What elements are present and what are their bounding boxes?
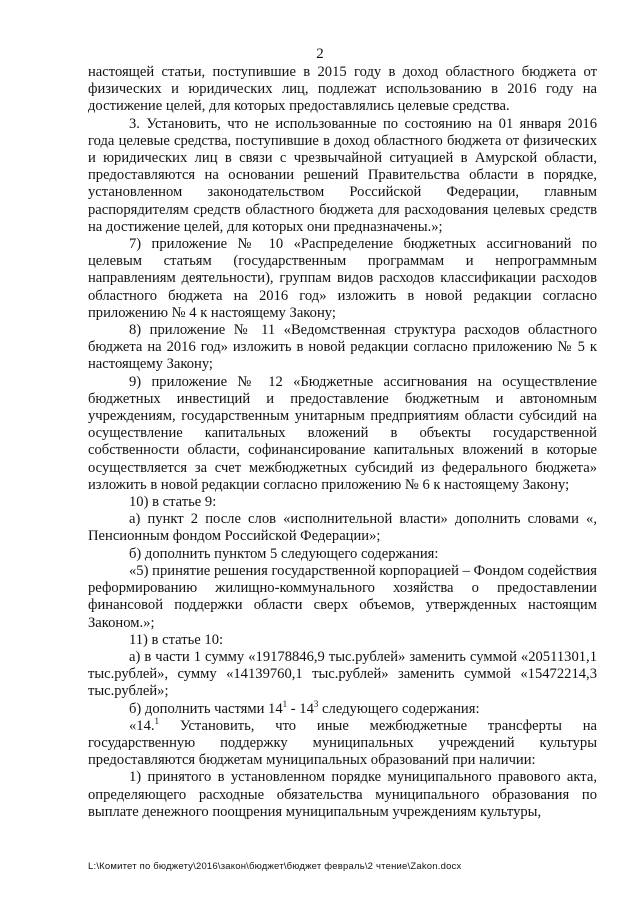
paragraph: 9) приложение № 12 «Бюджетные ассигнования на осуществление бюджетных инвестиций и предоставление бюджетным и автономным учреждениям, государственным унитарным предприятиям области субсидий на осуществление капитальных вложений в объекты государственной собственности области, софинансирование капитальных вложений в которые осуществляется за счет межбюджетных субсидий из федерального бюджета» изложить в новой редакции согласно приложению № 6 к настоящему Закону; (88, 373, 597, 493)
add-parts-suffix: следующего содержания: (318, 700, 480, 717)
part-14-1-open: «14. (129, 717, 155, 734)
page-number: 2 (316, 46, 324, 62)
paragraph: настоящей статьи, поступившие в 2015 году в доход областного бюджета от физических и юридических лиц, подлежат использованию в 2016 году на достижение целей, для которых предоставлялись целевые средства. (88, 64, 597, 115)
paragraph-item-1: 1) принятого в установленном порядке муниципального правового акта, определяющего расходные обязательства муниципального образования по выплате денежного поощрения муниципальным учреждениям культуры, (88, 769, 597, 820)
part-14-1-text: Установить, что иные межбюджетные трансферты на государственную поддержку муниципальных учреждений культуры предоставляются бюджетам муниципальных образований при наличии: (88, 717, 597, 769)
paragraph: б) дополнить пунктом 5 следующего содержания: (129, 545, 439, 562)
add-parts-sup-3: 3 (313, 698, 319, 709)
part-14-1-sup: 1 (154, 715, 160, 726)
paragraph: 10) в статье 9: (129, 494, 217, 511)
add-parts-sup-1: 1 (282, 698, 288, 709)
add-parts-mid: - 14 (287, 700, 314, 717)
footer-file-path: L:\Комитет по бюджету\2016\закон\бюджет\бюджет февраль\2 чтение\Zakon.docx (88, 861, 462, 872)
paragraph: «5) принятие решения государственной корпорацией – Фондом содействия реформированию жилищно-коммунального хозяйства о предоставлении финансовой поддержки области сверх объемов, утвержденных настоящим Законом.»; (88, 562, 597, 631)
paragraph-add-parts (88, 698, 597, 718)
add-parts-prefix: б) дополнить частями 14 (129, 700, 283, 717)
paragraph: а) пункт 2 после слов «исполнительной власти» дополнить словами «, Пенсионным фондом Российской Федерации»; (88, 511, 597, 545)
paragraph-list (88, 64, 597, 701)
paragraph: 8) приложение № 11 «Ведомственная структура расходов областного бюджета на 2016 год» изложить в новой редакции согласно приложению № 5 к настоящему Закону; (88, 322, 597, 373)
paragraph: 7) приложение № 10 «Распределение бюджетных ассигнований по целевым статьям (государственным программам и непрограммным направлениям деятельности), группам видов расходов классификации расходов областного бюджета на 2016 год» изложить в новой редакции согласно приложению № 4 к настоящему Закону; (88, 236, 597, 321)
paragraph: 3. Установить, что не использованные по состоянию на 01 января 2016 года целевые средства, поступившие в доход областного бюджета от физических и юридических лиц в связи с чрезвычайной ситуацией в Амурской области, предоставляются на основании решений Правительства области в порядке, установленном законодательством Российской Федерации, главным распорядителям средств областного бюджета для расходования целевых средств на достижение целей, для которых они предназначены.»; (88, 115, 597, 235)
document-body (88, 64, 597, 821)
paragraph: а) в части 1 сумму «19178846,9 тыс.рублей» заменить суммой «20511301,1 тыс.рублей», сумму «14139760,1 тыс.рублей» заменить суммой «15472214,3 тыс.рублей»; (88, 648, 597, 700)
paragraph-part-14-1 (88, 715, 597, 770)
paragraph: 11) в статье 10: (129, 631, 224, 648)
